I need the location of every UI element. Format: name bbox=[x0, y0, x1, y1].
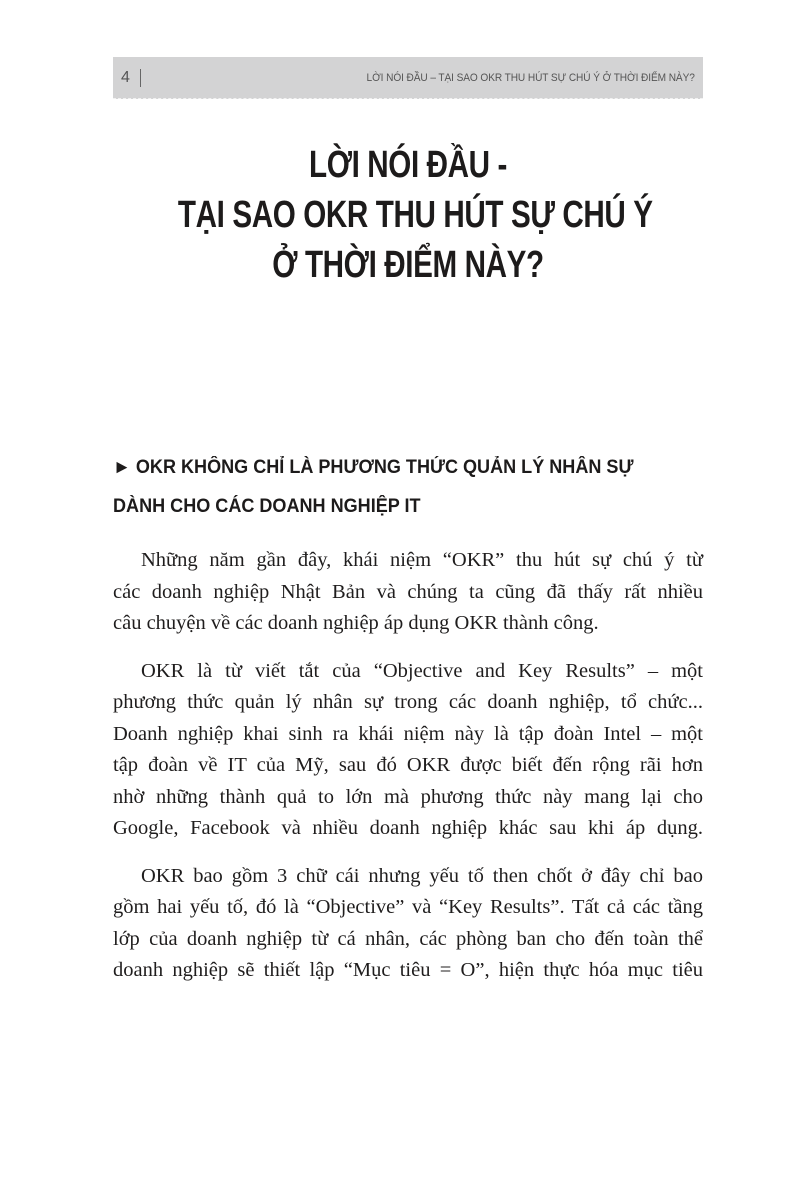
page-number-text: 4 bbox=[121, 68, 130, 86]
text-line: câu chuyện về các doanh nghiệp áp dụng OKR thành công. bbox=[113, 612, 599, 634]
text-line: Doanh nghiệp khai sinh ra khái niệm này là tập đoàn Intel – một bbox=[113, 722, 703, 745]
text-line: doanh nghiệp sẽ thiết lập “Mục tiêu = O”, hiện thực hóa mục tiêu bbox=[113, 959, 703, 981]
paragraph bbox=[113, 656, 703, 845]
chapter-title-line: Ở THỜI ĐIỂM NÀY? bbox=[272, 244, 544, 286]
text-line: phương thức quản lý nhân sự trong các doanh nghiệp, tổ chức... bbox=[113, 691, 703, 713]
text-line: Những năm gần đây, khái niệm “OKR” thu hút sự chú ý từ bbox=[141, 549, 703, 571]
running-head-title: LỜI NÓI ĐẦU – TẠI SAO OKR THU HÚT SỰ CHÚ Ý Ở THỜI ĐIỂM NÀY? bbox=[366, 71, 695, 84]
text-line: OKR là từ viết tắt của “Objective and Key Results” – một bbox=[141, 659, 703, 682]
section-heading bbox=[113, 448, 713, 526]
text-line: gồm hai yếu tố, đó là “Objective” và “Key Results”. Tất cả các tầng bbox=[113, 896, 703, 918]
body-text bbox=[113, 545, 703, 1003]
page-number bbox=[121, 69, 141, 87]
text-line: các doanh nghiệp Nhật Bản và chúng ta cũng đã thấy rất nhiều bbox=[113, 580, 703, 603]
chapter-title-line: LỜI NÓI ĐẦU - bbox=[308, 144, 508, 186]
running-header-bar bbox=[113, 57, 703, 99]
text-line: nhờ những thành quả to lớn mà phương thức này mang lại cho bbox=[113, 785, 703, 808]
chapter-title-line: TẠI SAO OKR THU HÚT SỰ CHÚ Ý bbox=[177, 194, 653, 236]
page-number-divider bbox=[140, 69, 141, 87]
section-heading-line: DÀNH CHO CÁC DOANH NGHIỆP IT bbox=[113, 496, 421, 517]
paragraph bbox=[113, 861, 703, 987]
triangle-right-icon: ► bbox=[113, 457, 131, 478]
paragraph bbox=[113, 545, 703, 640]
section-heading-line: OKR KHÔNG CHỈ LÀ PHƯƠNG THỨC QUẢN LÝ NHÂN SỰ bbox=[135, 457, 634, 478]
chapter-title bbox=[113, 140, 703, 290]
text-line: OKR bao gồm 3 chữ cái nhưng yếu tố then chốt ở đây chỉ bao bbox=[141, 864, 703, 887]
text-line: lớp của doanh nghiệp từ cá nhân, các phòng ban cho đến toàn thể bbox=[113, 927, 703, 950]
text-line: tập đoàn về IT của Mỹ, sau đó OKR được biết đến rộng rãi hơn bbox=[113, 754, 703, 776]
text-line: Google, Facebook và nhiều doanh nghiệp khác sau khi áp dụng. bbox=[113, 817, 703, 839]
